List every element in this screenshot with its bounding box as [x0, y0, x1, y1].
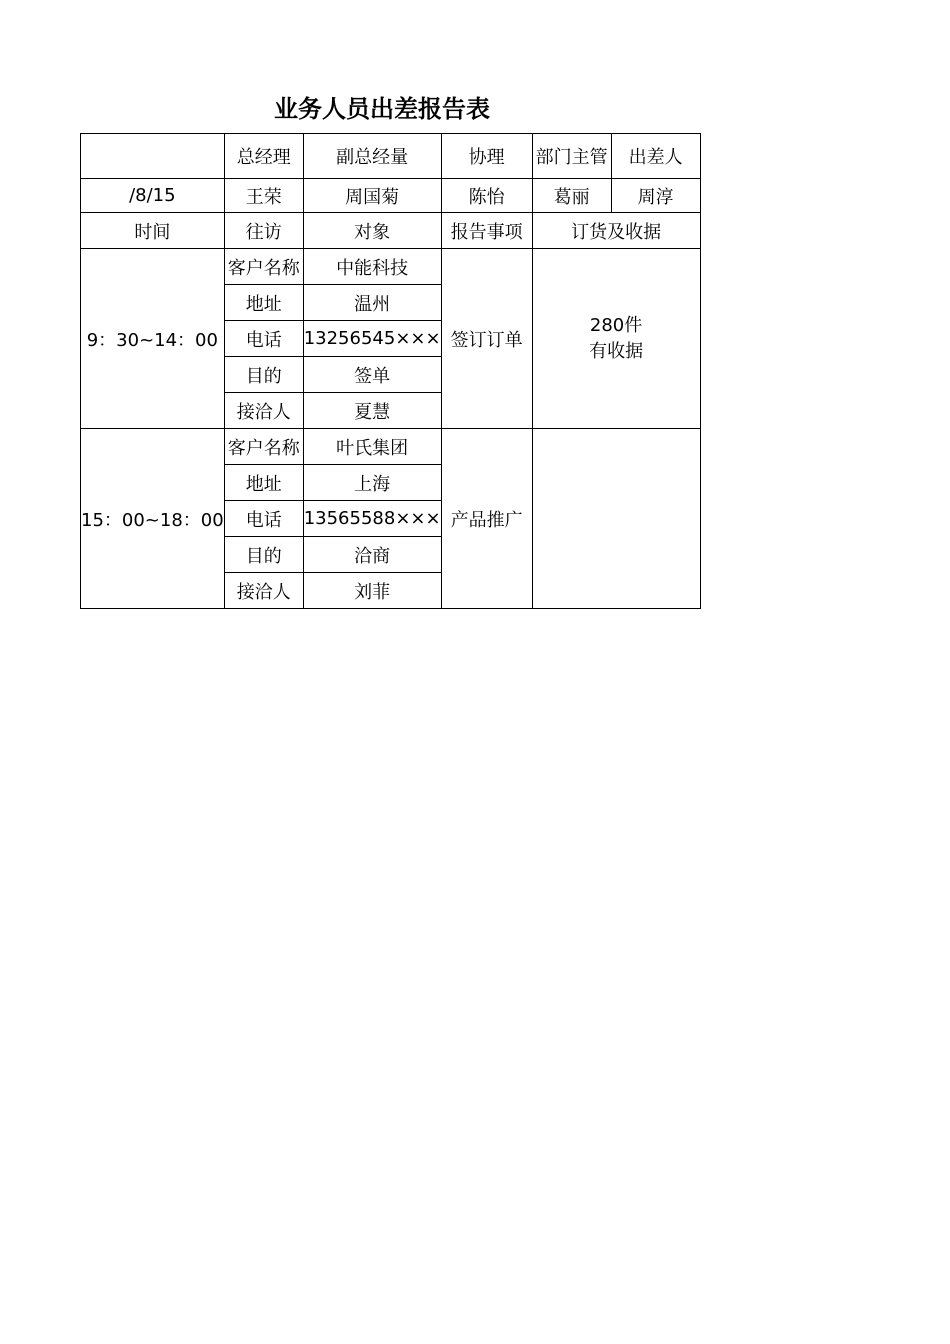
field-label: 客户名称 — [224, 249, 303, 285]
field-label: 接洽人 — [224, 393, 303, 429]
table-row — [81, 429, 701, 465]
visit-header: 往访 — [224, 213, 303, 249]
field-label: 地址 — [224, 465, 303, 501]
visit-time-cell: 15：00~18：00 — [81, 429, 225, 609]
report-item-cell: 产品推广 — [441, 429, 532, 609]
field-value: 13565588××× — [303, 501, 441, 537]
field-value: 叶氏集团 — [303, 429, 441, 465]
blank-cell — [81, 134, 225, 179]
field-value: 签单 — [303, 357, 441, 393]
deputy-general-manager-name: 周国菊 — [303, 179, 441, 213]
field-value: 温州 — [303, 285, 441, 321]
order-quantity: 280件 — [589, 314, 643, 336]
field-label: 地址 — [224, 285, 303, 321]
name-row — [81, 179, 701, 213]
time-header: 时间 — [81, 213, 225, 249]
department-head-name: 葛丽 — [532, 179, 611, 213]
approval-header-row — [81, 134, 701, 179]
traveler-header: 出差人 — [611, 134, 700, 179]
field-value: 13256545××× — [303, 321, 441, 357]
assistant-manager-header: 协理 — [441, 134, 532, 179]
field-value: 夏慧 — [303, 393, 441, 429]
general-manager-name: 王荣 — [224, 179, 303, 213]
field-value: 中能科技 — [303, 249, 441, 285]
field-value: 洽商 — [303, 537, 441, 573]
travel-report-table — [80, 133, 701, 609]
order-receipt-cell — [532, 249, 700, 429]
page-title: 业务人员出差报告表 — [274, 95, 490, 123]
receipt-status: 有收据 — [589, 340, 644, 362]
table-row — [81, 249, 701, 285]
assistant-manager-name: 陈怡 — [441, 179, 532, 213]
field-label: 客户名称 — [224, 429, 303, 465]
order-receipt-cell — [532, 429, 700, 609]
field-value: 刘菲 — [303, 573, 441, 609]
field-value: 上海 — [303, 465, 441, 501]
general-manager-header: 总经理 — [224, 134, 303, 179]
visit-time-cell: 9：30~14：00 — [81, 249, 225, 429]
field-label: 接洽人 — [224, 573, 303, 609]
field-label: 电话 — [224, 501, 303, 537]
target-header: 对象 — [303, 213, 441, 249]
report-item-cell: 签订订单 — [441, 249, 532, 429]
field-label: 目的 — [224, 357, 303, 393]
field-label: 目的 — [224, 537, 303, 573]
report-items-header: 报告事项 — [441, 213, 532, 249]
traveler-name: 周淳 — [611, 179, 700, 213]
column-header-row — [81, 213, 701, 249]
department-head-header: 部门主管 — [532, 134, 611, 179]
date-cell: /8/15 — [81, 179, 225, 213]
orders-receipts-header: 订货及收据 — [532, 213, 700, 249]
deputy-general-manager-header: 副总经量 — [303, 134, 441, 179]
field-label: 电话 — [224, 321, 303, 357]
